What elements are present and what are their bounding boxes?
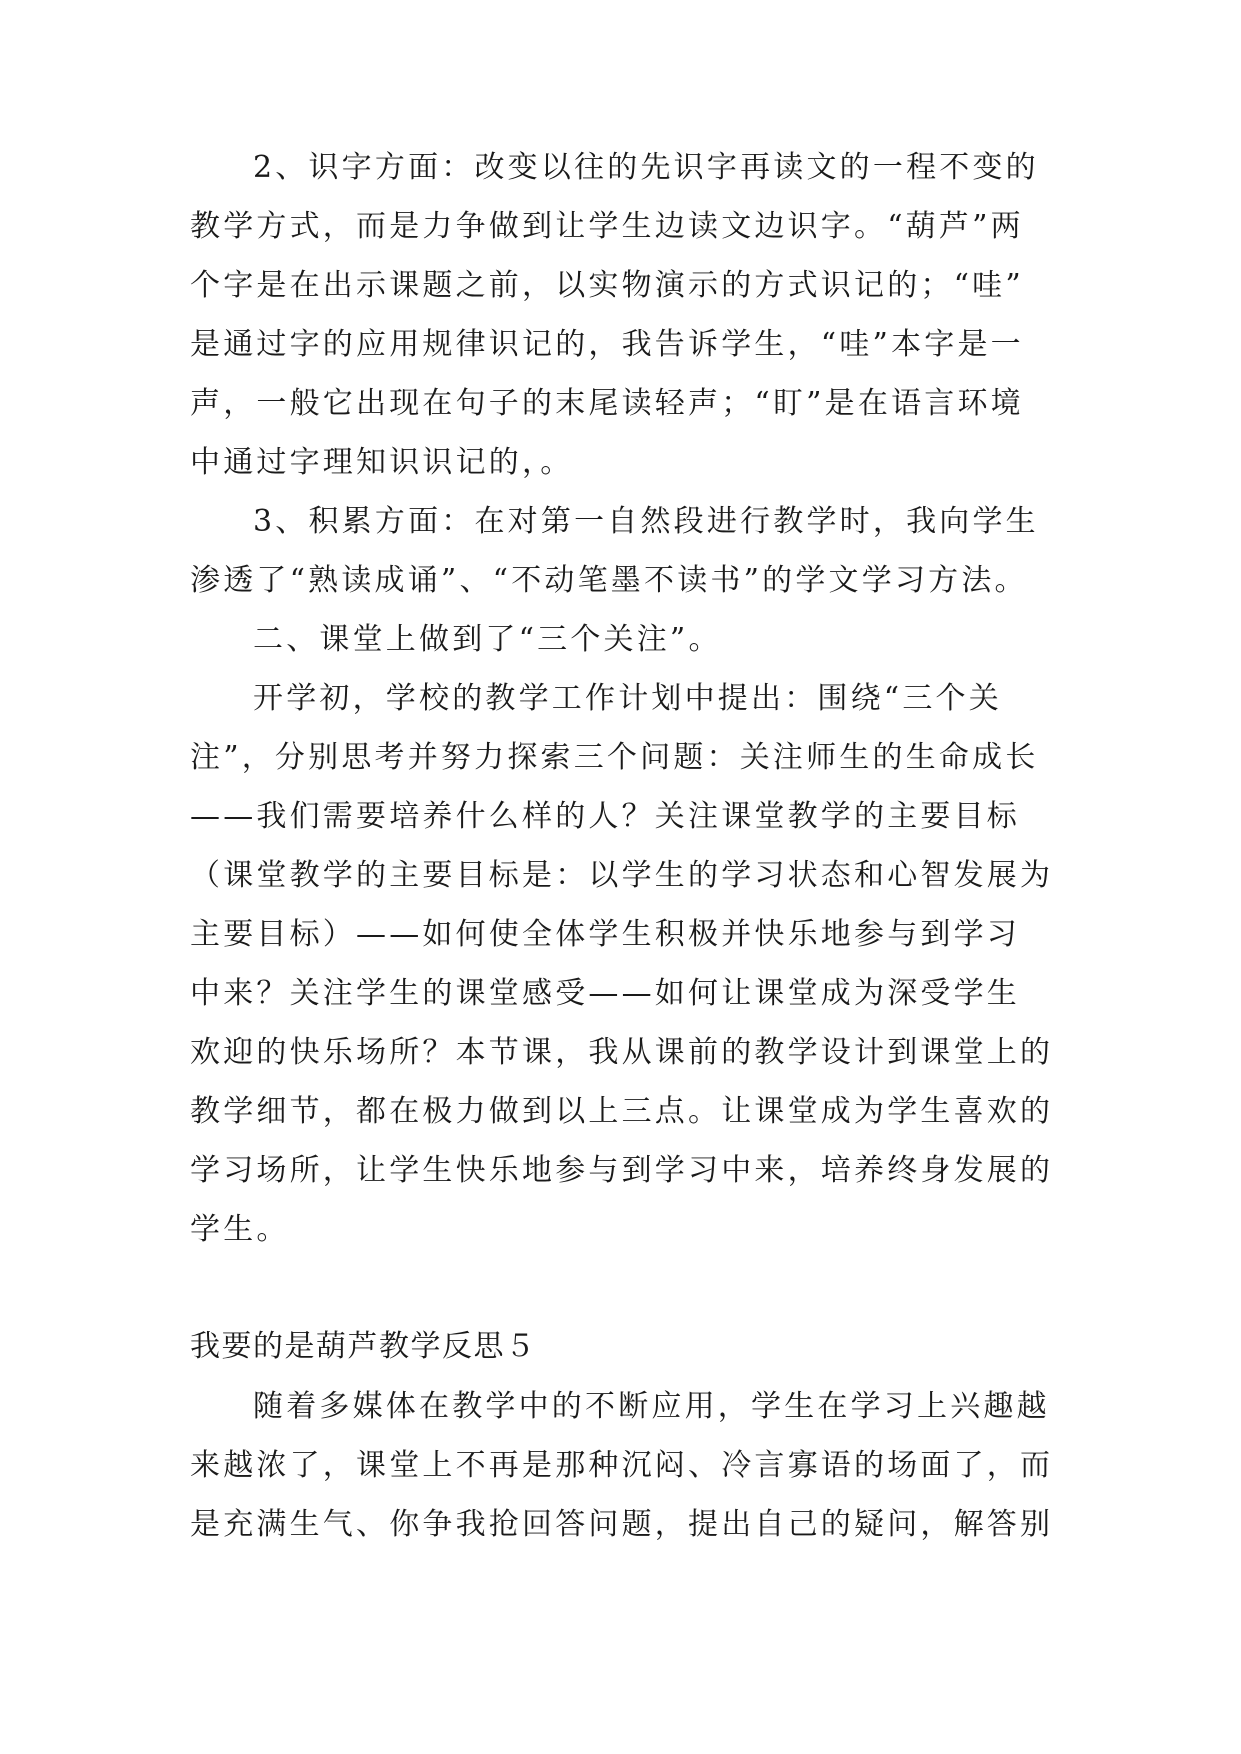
text-line: 注”，分别思考并努力探索三个问题：关注师生的生命成长 (190, 740, 1039, 775)
text-line: 是通过字的应用规律识记的，我告诉学生，“哇”本字是一 (190, 327, 1024, 362)
text-line: 3、积累方面：在对第一自然段进行教学时，我向学生 (253, 504, 1039, 539)
text-line: 是充满生气、你争我抢回答问题，提出自己的疑问，解答别 (190, 1507, 1054, 1542)
paragraph-literacy (190, 138, 1050, 492)
section-title (190, 1317, 1050, 1376)
text-line: 开学初，学校的教学工作计划中提出：围绕“三个关 (253, 681, 1002, 716)
section-two-heading (190, 610, 1050, 669)
text-line: 声，一般它出现在句子的末尾读轻声；“盯”是在语言环境 (190, 386, 1024, 421)
text-line: 学生。 (190, 1212, 290, 1247)
paragraph-accumulation (190, 492, 1050, 610)
section-title-text: 我要的是葫芦教学反思５ (190, 1329, 537, 1364)
text-line: 欢迎的快乐场所？本节课，我从课前的教学设计到课堂上的 (190, 1035, 1054, 1070)
text-line: （课堂教学的主要目标是：以学生的学习状态和心智发展为 (190, 858, 1054, 893)
text-line: 主要目标）——如何使全体学生积极并快乐地参与到学习 (190, 917, 1020, 952)
text-line: ——我们需要培养什么样的人？关注课堂教学的主要目标 (190, 799, 1020, 834)
text-line: 教学方式，而是力争做到让学生边读文边识字。“葫芦”两 (190, 209, 1024, 244)
text-line: 学习场所，让学生快乐地参与到学习中来，培养终身发展的 (190, 1153, 1054, 1188)
paragraph-multimedia (190, 1377, 1054, 1554)
text-line: 教学细节，都在极力做到以上三点。让课堂成为学生喜欢的 (190, 1094, 1054, 1129)
text-line: 2、识字方面：改变以往的先识字再读文的一程不变的 (253, 150, 1039, 185)
text-line: 渗透了“熟读成诵”、“不动笔墨不读书”的学文学习方法。 (190, 563, 1028, 598)
text-line: 中来？关注学生的课堂感受——如何让课堂成为深受学生 (190, 976, 1020, 1011)
text-line: 来越浓了，课堂上不再是那种沉闷、冷言寡语的场面了，而 (190, 1448, 1054, 1483)
paragraph-three-focuses (190, 669, 1054, 1259)
text-line: 中通过字理知识识记的，。 (190, 445, 574, 480)
text-line: 随着多媒体在教学中的不断应用，学生在学习上兴趣越 (253, 1389, 1050, 1424)
text-line: 个字是在出示课题之前，以实物演示的方式识记的；“哇” (190, 268, 1024, 303)
text-line: 二、课堂上做到了“三个关注”。 (253, 622, 722, 657)
